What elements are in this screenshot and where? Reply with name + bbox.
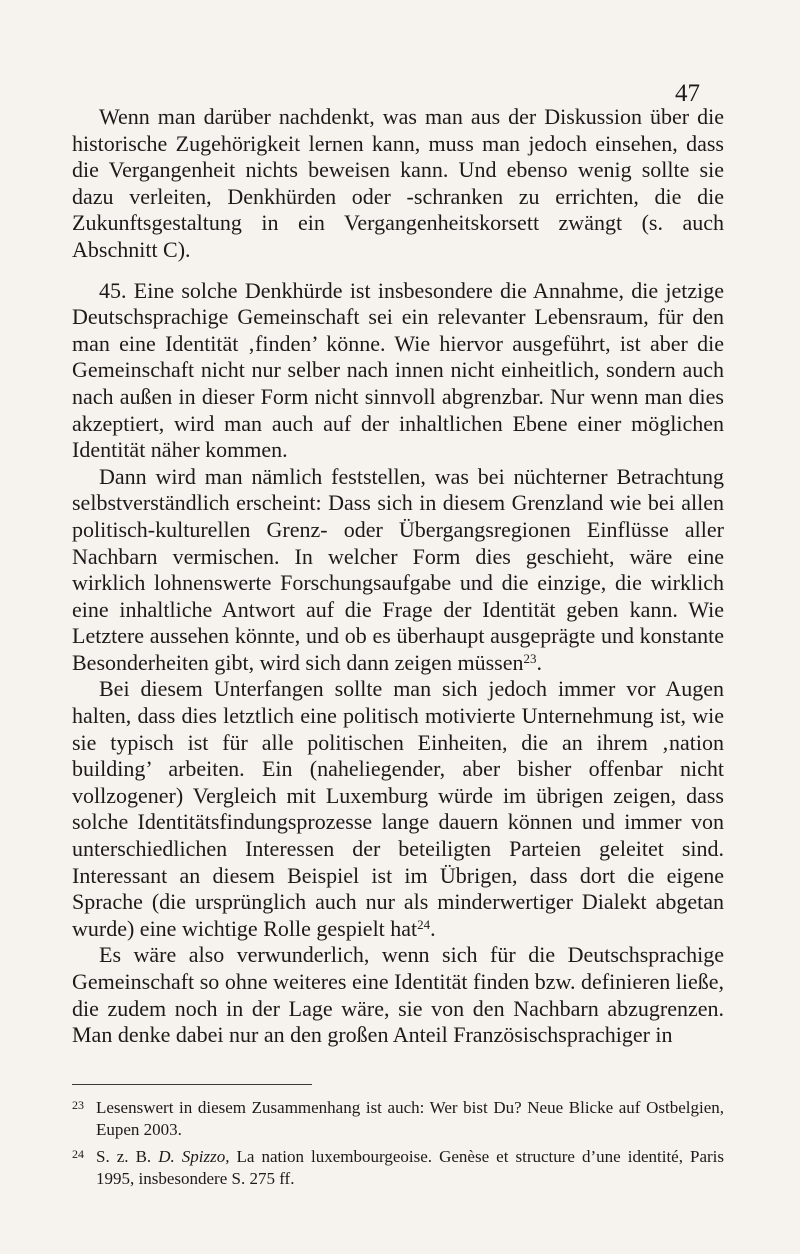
page-number: 47	[675, 80, 700, 107]
paragraph: Es wäre also verwunderlich, wenn sich für die Deutschsprachige Gemeinschaft so ohne weiteres eine Identität finden bzw. definieren ließe, die zudem noch in der Lage wäre, sie von den Nachbarn abzugrenzen. Man denke dabei nur an den großen Anteil Französischsprachiger in	[72, 942, 724, 1048]
footnote-number: 23	[72, 1098, 84, 1112]
footnote	[72, 1146, 724, 1190]
footnote-divider	[72, 1084, 312, 1085]
footnote	[72, 1097, 724, 1141]
paragraph-text: Bei diesem Unterfangen sollte man sich jedoch immer vor Augen halten, dass dies letztlich eine politisch motivierte Unternehmung ist, wie sie typisch ist für alle politischen Einheiten, die an ihrem ‚nation building’ arbeiten. Ein (naheliegender, aber bisher offenbar nicht vollzogener) Vergleich mit Luxemburg würde im übrigen zeigen, dass solche Identitätsfindungsprozesse lange dauern können und immer von unterschiedlichen Interessen der beteiligten Parteien geleitet sind. Interessant an diesem Beispiel ist im Übrigen, dass dort die eigene Sprache (die ursprünglich auch nur als minderwertiger Dialekt abgetan wurde) eine wichtige Rolle gespielt hat	[72, 676, 724, 941]
footnote-ref: 24	[417, 916, 431, 932]
paragraph: Bei diesem Unterfangen sollte man sich jedoch immer vor Augen halten, dass dies letztlich eine politisch motivierte Unternehmung ist, wie sie typisch ist für alle politischen Einheiten, die an ihrem ‚nation building’ arbeiten. Ein (naheliegender, aber bisher offenbar nicht vollzogener) Vergleich mit Luxemburg würde im übrigen zeigen, dass solche Identitätsfindungsprozesse lange dauern können und immer von unterschiedlichen Interessen der beteiligten Parteien geleitet sind. Interessant an diesem Beispiel ist im Übrigen, dass dort die eigene Sprache (die ursprünglich auch nur als minderwertiger Dialekt abgetan wurde) eine wichtige Rolle gespielt hat$^{24}$.	[72, 676, 724, 941]
footnote-text: Lesenswert in diesem Zusammenhang ist auch: Wer bist Du? Neue Blicke auf Ostbelgien, Eupen 2003.	[96, 1098, 724, 1139]
footnote-ref: 23	[523, 650, 537, 666]
paragraph: Dann wird man nämlich feststellen, was bei nüchterner Betrachtung selbstverständlich erscheint: Dass sich in diesem Grenzland wie bei allen politisch-kulturellen Grenz- oder Übergangsregionen Einflüsse aller Nachbarn vermischen. In welcher Form dies geschieht, wäre eine wirklich lohnenswerte Forschungsaufgabe und die einzige, die wirklich eine inhaltliche Antwort auf die Frage der Identität geben kann. Wie Letztere aussehen könnte, und ob es überhaupt ausgeprägte und konstante Besonderheiten gibt, wird sich dann zeigen müssen$^{23}$.	[72, 463, 724, 675]
footnote-text-post: La nation luxembourgeoise. Genèse et structure d’une identité, Paris 1995, insbesondere S. 275 ff.	[96, 1147, 725, 1188]
footnote-author: D. Spizzo,	[158, 1147, 230, 1166]
footnotes	[72, 1097, 724, 1195]
paragraph-text: Dann wird man nämlich feststellen, was bei nüchterner Betrachtung selbstverständlich erscheint: Dass sich in diesem Grenzland wie bei allen politisch-kulturellen Grenz- oder Übergangsregionen Einflüsse aller Nachbarn vermischen. In welcher Form dies geschieht, wäre eine wirklich lohnenswerte Forschungsaufgabe und die einzige, die wirklich eine inhaltliche Antwort auf die Frage der Identität geben kann. Wie Letztere aussehen könnte, und ob es überhaupt ausgeprägte und konstante Besonderheiten gibt, wird sich dann zeigen müssen	[72, 463, 724, 675]
paragraph: Wenn man darüber nachdenkt, was man aus der Diskussion über die historische Zugehörigkeit lernen kann, muss man jedoch einsehen, dass die Vergangenheit nichts beweisen kann. Und ebenso wenig sollte sie dazu verleiten, Denkhürden oder -schranken zu errichten, die die Zukunftsgestaltung in ein Vergangenheitskorsett zwängt (s. auch Abschnitt C).	[72, 104, 724, 262]
paragraph: 45. Eine solche Denkhürde ist insbesondere die Annahme, die jetzige Deutschsprachige Gemeinschaft sei ein relevanter Lebensraum, für den man eine Identität ‚finden’ könne. Wie hiervor ausgeführt, ist aber die Gemeinschaft nicht nur selber nach innen nicht einheitlich, sondern auch nach außen in dieser Form nicht sinnvoll abgrenzbar. Nur wenn man dies akzeptiert, wird man auch auf der inhaltlichen Ebene einer möglichen Identität näher kommen.	[72, 277, 724, 463]
body-text	[72, 104, 724, 1049]
footnote-number: 24	[72, 1147, 84, 1161]
footnote-text-pre: S. z. B.	[96, 1147, 159, 1166]
